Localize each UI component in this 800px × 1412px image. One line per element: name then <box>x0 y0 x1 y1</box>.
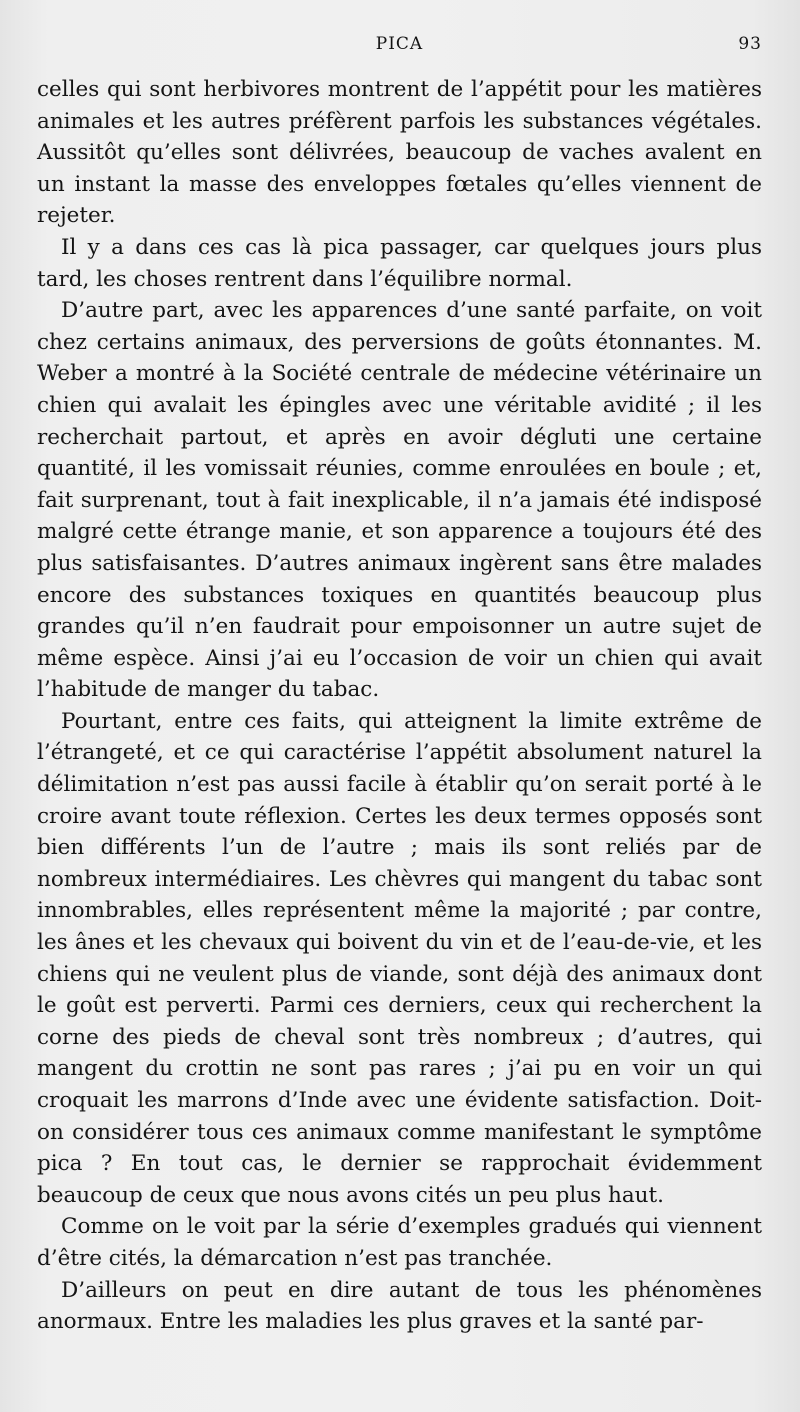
paragraph: D’ailleurs on peut en dire autant de tous les phénomènes anormaux. Entre les maladies les plus graves et la santé par- <box>37 1277 762 1335</box>
paragraph: D’autre part, avec les apparences d’une santé parfaite, on voit chez certains animaux, des perversions de goûts étonnantes. M. Weber a montré à la Société centrale de médecine vétérinaire un chien qui avalait les épingles avec une véritable avidité ; il les recherchait partout, et après en avoir dégluti une certaine quantité, il les vomissait réunies, comme enroulées en boule ; et, fait surprenant, tout à fait inexplicable, il n’a jamais été indisposé malgré cette étrange manie, et son apparence a toujours été des plus satisfaisantes. D’autres animaux ingèrent sans être malades encore des substances toxiques en quantités beaucoup plus grandes qu’il n’en faudrait pour empoisonner un autre sujet de même espèce. Ainsi j’ai eu l’occasion de voir un chien qui avait l’habitude de manger du tabac. <box>37 298 762 703</box>
paragraph: Comme on le voit par la série d’exemples gradués qui viennent d’être cités, la démarcation n’est pas tranchée. <box>37 1214 762 1271</box>
page-number: 93 <box>738 34 762 54</box>
paragraph: Il y a dans ces cas là pica passager, car quelques jours plus tard, les choses rentrent dans l’équilibre normal. <box>37 234 762 292</box>
body-text <box>37 74 762 1338</box>
running-title: PICA <box>375 34 424 54</box>
paragraph: Pourtant, entre ces faits, qui atteignent la limite extrême de l’étrangeté, et ce qui caractérise l’appétit absolument naturel la délimitation n’est pas aussi facile à établir qu’on serait porté à le croire avant toute réflexion. Certes les deux termes opposés sont bien différents l’un de l’autre ; mais ils sont reliés par de nombreux intermédiaires. Les chèvres qui mangent du tabac sont innombrables, elles représentent même la majorité ; par contre, les ânes et les chevaux qui boivent du vin et de l’eau-de-vie, et les chiens qui ne veulent plus de viande, sont déjà des animaux dont le goût est perverti. Parmi ces derniers, ceux qui recherchent la corne des pieds de cheval sont très nombreux ; d’autres, qui mangent du crottin ne sont pas rares ; j’ai pu en voir un qui croquait les marrons d’Inde avec une évidente satisfaction. Doit-on considérer tous ces animaux comme manifestant le symptôme pica ? En tout cas, le dernier se rapprochait évidemment beaucoup de ceux que nous avons cités un peu plus haut. <box>37 708 762 1208</box>
running-header <box>37 34 762 56</box>
paragraph-continued: celles qui sont herbivores montrent de l’appétit pour les matières animales et les autres préfèrent parfois les substances végétales. Aussitôt qu’elles sont délivrées, beaucoup de vaches avalent en un instant la masse des enveloppes fœtales qu’elles viennent de rejeter. <box>37 77 762 229</box>
